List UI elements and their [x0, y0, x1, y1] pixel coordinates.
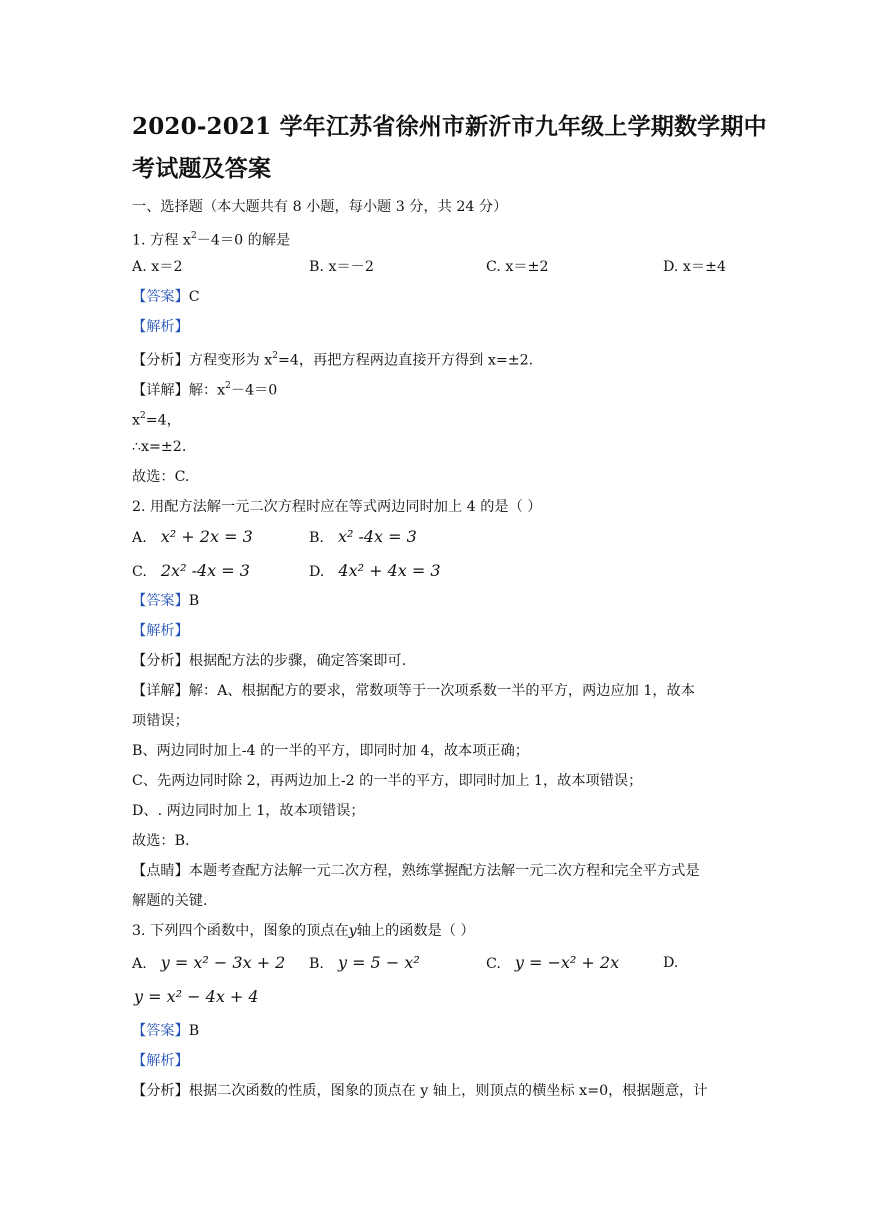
q1-xiangjie-pre: 解：x: [188, 382, 226, 399]
q3-option-d: D.: [663, 955, 679, 971]
q3-stem-post: 轴上的函数是（ ）: [356, 923, 475, 939]
q3-option-b-formula: y = 5 − x²: [337, 953, 420, 972]
q2-dianjing-line-2: 解题的关键.: [132, 893, 208, 909]
q2-dianjing-tag: 【点睛】: [132, 863, 189, 879]
q3-jiexi-tag: 【解析】: [132, 1053, 189, 1069]
q2-xiangjie-tag: 【详解】: [132, 683, 189, 699]
q2-answer-value: B: [188, 593, 200, 609]
q2-dianjing-text: 本题考查配方法解一元二次方程，熟练掌握配方法解一元二次方程和完全平方式是: [188, 863, 700, 879]
q1-option-c: C. x＝±2: [486, 259, 549, 275]
q2-option-b: [309, 528, 417, 547]
q1-stem-sup: 2: [190, 231, 197, 241]
q2-line-d: D、. 两边同时加上 1，故本项错误；: [132, 803, 365, 819]
q2-option-c: [132, 562, 250, 581]
q1-stem: [132, 228, 290, 250]
q1-stem-pre: 1. 方程 x: [132, 232, 191, 249]
q1-fenxi-post: =4，再把方程两边直接开方得到 x=±2.: [277, 352, 534, 369]
q2-jiexi-tag: 【解析】: [132, 623, 189, 639]
q2-option-a: [132, 528, 253, 547]
q2-answer: [132, 592, 199, 610]
q2-dianjing-line-1: [132, 862, 700, 880]
q2-stem: 2. 用配方法解一元二次方程时应在等式两边同时加上 4 的是（ ）: [132, 499, 542, 515]
q3-option-a-formula: y = x² − 3x + 2: [160, 953, 286, 972]
q2-choice: 故选：B.: [132, 833, 190, 849]
q1-option-d: D. x＝±4: [663, 259, 726, 275]
q2-fenxi-tag: 【分析】: [132, 653, 189, 669]
q1-option-b: B. x＝－2: [309, 259, 374, 275]
q2-xiangjie-text: 解：A、根据配方的要求，常数项等于一次项系数一半的平方，两边应加 1，故本: [188, 683, 695, 699]
q3-answer: [132, 1022, 199, 1040]
q2-option-c-formula: 2x² -4x = 3: [160, 561, 250, 580]
q3-fenxi: [132, 1082, 707, 1100]
q2-option-c-label: C.: [132, 564, 147, 580]
q2-line-c: C、先两边同时除 2，再两边加上-2 的一半的平方，即同时加上 1，故本项错误；: [132, 773, 643, 789]
q3-option-a-label: A.: [132, 956, 147, 972]
q3-option-b: [309, 954, 420, 973]
q1-answer-tag: 【答案】: [132, 289, 189, 305]
q3-option-a: [132, 954, 285, 973]
q1-fenxi-sup: 2: [272, 351, 278, 361]
doc-title-line-1: 2020-2021 学年江苏省徐州市新沂市九年级上学期数学期中: [132, 113, 767, 140]
q3-fenxi-text: 根据二次函数的性质，图象的顶点在 y 轴上，则顶点的横坐标 x=0，根据题意，计: [188, 1083, 708, 1099]
q1-xiangjie-sup: 2: [225, 381, 231, 391]
q2-xiangjie-line-1: [132, 682, 695, 700]
q3-option-c-formula: y = −x² + 2x: [514, 953, 620, 972]
q2-option-b-formula: x² -4x = 3: [337, 527, 417, 546]
doc-title-line-2: 考试题及答案: [132, 155, 272, 182]
q3-answer-value: B: [188, 1023, 200, 1039]
q2-option-b-label: B.: [309, 530, 324, 546]
q3-stem-pre: 3. 下列四个函数中，图象的顶点在: [132, 923, 349, 939]
q2-option-d-formula: 4x² + 4x = 3: [338, 561, 441, 580]
q1-fenxi-tag: 【分析】: [132, 352, 189, 369]
q1-answer-value: C: [188, 289, 200, 305]
q1-fenxi-pre: 方程变形为 x: [188, 352, 273, 369]
q1-choice: 故选：C.: [132, 469, 190, 485]
q2-fenxi-text: 根据配方法的步骤，确定答案即可.: [188, 653, 407, 669]
q2-line-b: B、两边同时加上-4 的一半的平方，即同时加 4，故本项正确；: [132, 743, 529, 759]
q2-option-d-label: D.: [309, 564, 325, 580]
q1-jiexi-tag: 【解析】: [132, 319, 189, 335]
section-heading: 一、选择题（本大题共有 8 小题，每小题 3 分，共 24 分）: [132, 199, 508, 215]
q2-answer-tag: 【答案】: [132, 593, 189, 609]
q1-fenxi: [132, 348, 533, 370]
q1-stem-post: －4＝0 的解是: [196, 232, 291, 249]
q1-xiangjie: [132, 378, 277, 400]
q2-option-a-formula: x² + 2x = 3: [160, 527, 253, 546]
q1-step-2: ∴x=±2.: [132, 439, 187, 455]
q1-step-1: [132, 408, 181, 430]
q3-option-b-label: B.: [309, 956, 324, 972]
q3-stem-var: y: [348, 923, 357, 939]
q3-option-c-label: C.: [486, 956, 501, 972]
q1-step1-pre: x: [132, 412, 141, 429]
q2-option-a-label: A.: [132, 530, 147, 546]
q1-xiangjie-tag: 【详解】: [132, 382, 189, 399]
q3-fenxi-tag: 【分析】: [132, 1083, 189, 1099]
q1-step1-post: =4，: [145, 412, 181, 429]
q3-option-c: [486, 954, 619, 973]
q2-option-d: [309, 562, 441, 581]
q3-option-d-formula-text: y = x² − 4x + 4: [134, 987, 259, 1006]
q1-answer: [132, 288, 200, 306]
q1-option-a: A. x＝2: [132, 259, 183, 275]
q3-stem: [132, 922, 475, 940]
q3-answer-tag: 【答案】: [132, 1023, 189, 1039]
q1-xiangjie-post: －4＝0: [230, 382, 278, 399]
q3-option-d-formula: [134, 988, 259, 1007]
q2-xiangjie-line-2: 项错误；: [132, 713, 189, 729]
q1-step1-sup: 2: [140, 411, 146, 421]
q2-fenxi: [132, 652, 406, 670]
